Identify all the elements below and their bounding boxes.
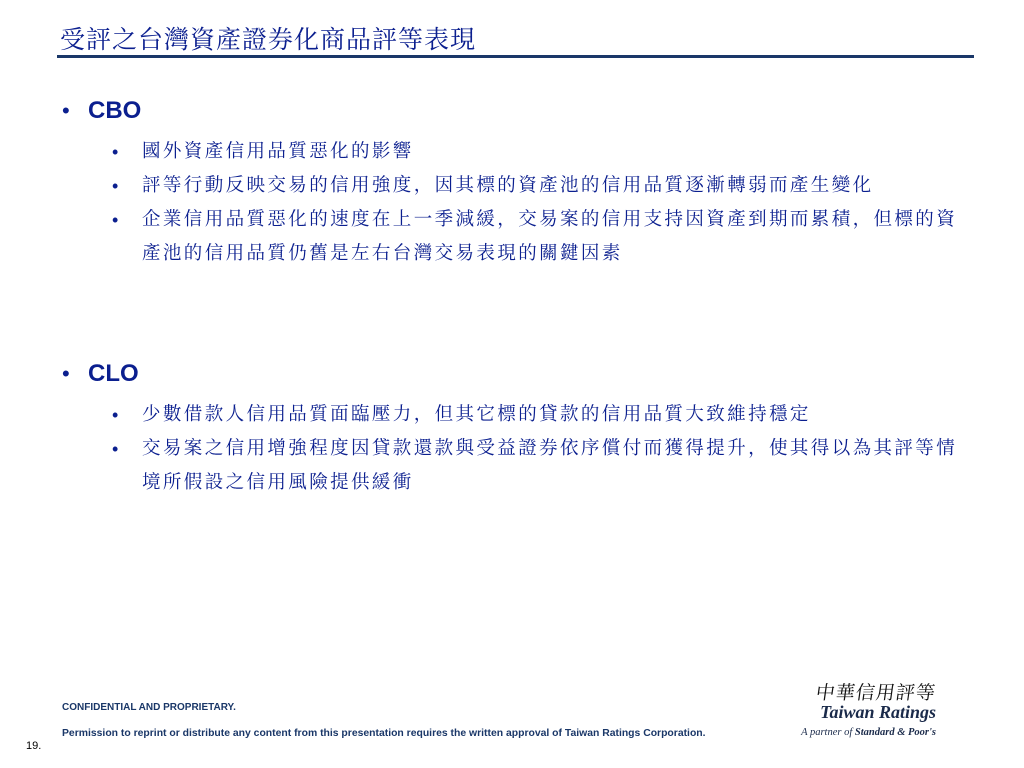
list-item: [62, 203, 962, 271]
logo-partner-name: Standard & Poor's: [854, 727, 936, 738]
logo-chinese-name: 中華信用評等: [814, 682, 938, 704]
list-item: [62, 169, 962, 203]
section-heading-label: CLO: [88, 360, 139, 387]
list-item-text: 企業信用品質惡化的速度在上一季減緩，交易案的信用支持因資產到期而累積，但標的資產池的信用品質仍舊是左右台灣交易表現的關鍵因素: [142, 209, 958, 264]
permission-notice: Permission to reprint or distribute any content from this presentation requires the written approval of Taiwan Ratings Corporation.: [62, 728, 706, 739]
section-cbo: [62, 97, 962, 271]
bullet-icon: •: [62, 361, 70, 386]
bullet-icon: •: [112, 439, 121, 459]
page-number: 19.: [26, 740, 42, 752]
list-item: [62, 432, 962, 500]
list-item-text: 國外資產信用品質惡化的影響: [142, 141, 414, 162]
list-item: [62, 398, 962, 432]
bullet-icon: •: [112, 176, 121, 196]
bullet-list: [62, 135, 962, 271]
taiwan-ratings-logo: [801, 678, 986, 748]
list-item: [62, 135, 962, 169]
list-item-text: 評等行動反映交易的信用強度，因其標的資產池的信用品質逐漸轉弱而產生變化: [142, 175, 874, 196]
bullet-icon: •: [112, 142, 121, 162]
confidential-notice: CONFIDENTIAL AND PROPRIETARY.: [62, 702, 236, 713]
section-heading: [62, 97, 962, 135]
title-divider: [57, 55, 974, 58]
section-heading-label: CBO: [88, 97, 142, 124]
section-clo: [62, 360, 962, 500]
logo-partner-prefix: A partner of: [801, 727, 853, 738]
bullet-icon: •: [62, 98, 70, 123]
logo-english-name: Taiwan Ratings: [820, 702, 936, 722]
bullet-icon: •: [112, 405, 121, 425]
list-item-text: 交易案之信用增強程度因貸款還款與受益證券依序償付而獲得提升，使其得以為其評等情境所假設之信用風險提供緩衝: [142, 438, 958, 493]
bullet-list: [62, 398, 962, 500]
list-item-text: 少數借款人信用品質面臨壓力，但其它標的貸款的信用品質大致維持穩定: [142, 404, 811, 425]
bullet-icon: •: [112, 210, 121, 230]
slide-title: 受評之台灣資產證券化商品評等表現: [60, 25, 477, 54]
section-heading: [62, 360, 962, 398]
logo-partner-line: [801, 727, 936, 738]
